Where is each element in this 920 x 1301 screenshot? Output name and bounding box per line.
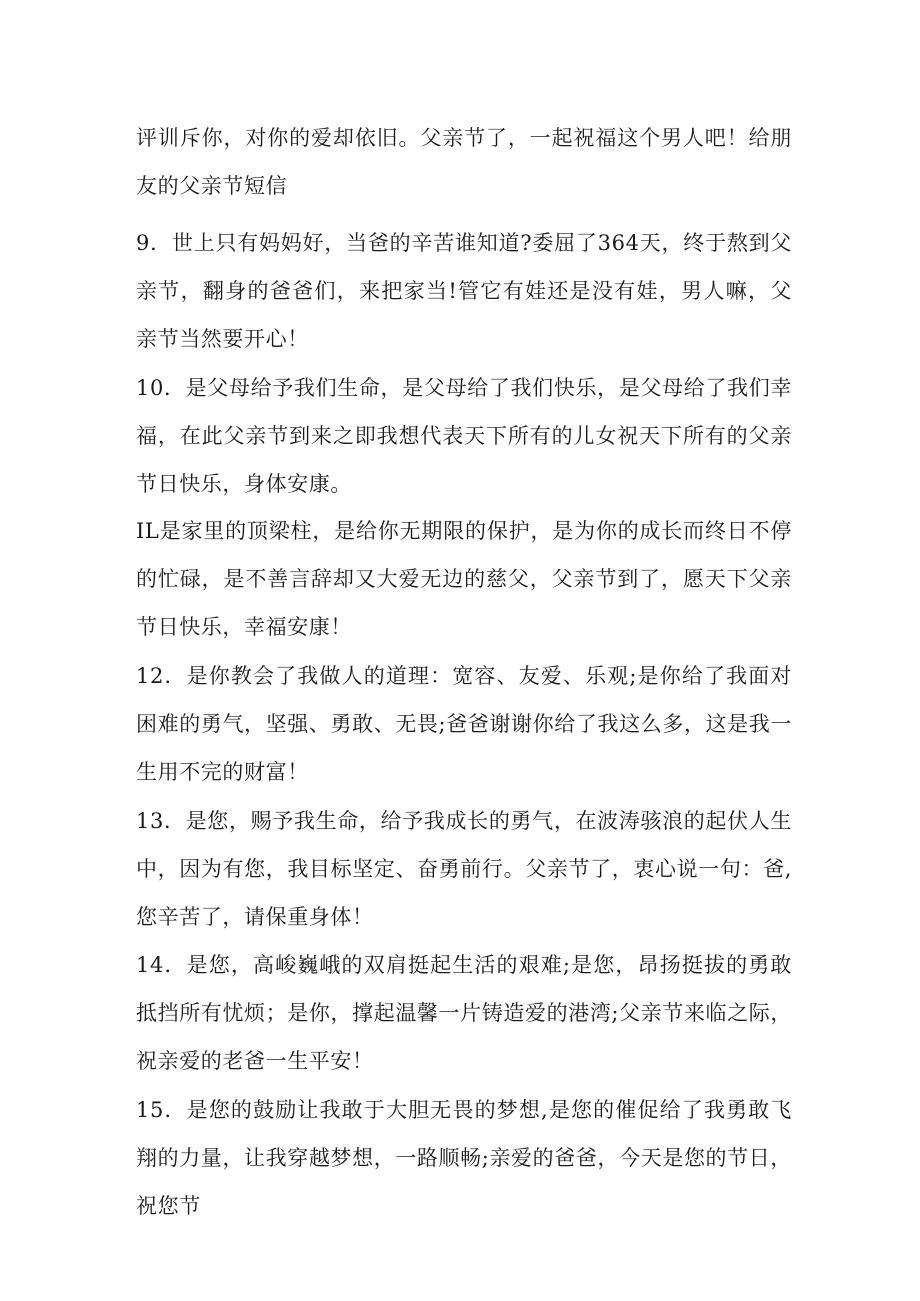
paragraph-11: IL是家里的顶梁柱，是给你无期限的保护，是为你的成长而终日不停的忙碌，是不善言辞却又大爱无边的慈父，父亲节到了，愿天下父亲节日快乐，幸福安康！ [136, 519, 792, 639]
paragraph-15: 15．是您的鼓励让我敢于大胆无畏的梦想,是您的催促给了我勇敢飞翔的力量，让我穿越梦想，一路顺畅;亲爱的爸爸，今天是您的节日，祝您节 [136, 1098, 792, 1218]
paragraph-13: 13．是您，赐予我生命，给予我成长的勇气，在波涛骇浪的起伏人生中，因为有您，我目标坚定、奋勇前行。父亲节了，衷心说一句：爸,您辛苦了，请保重身体！ [136, 809, 792, 929]
paragraph-9: 9．世上只有妈妈好，当爸的辛苦谁知道?委屈了364天，终于熬到父亲节，翻身的爸爸们，来把家当!管它有娃还是没有娃，男人嘛，父亲节当然要开心！ [136, 231, 792, 351]
paragraph-14: 14．是您，高峻巍峨的双肩挺起生活的艰难;是您，昂扬挺拔的勇敢抵挡所有忧烦；是你，撑起温馨一片铸造爱的港湾;父亲节来临之际，祝亲爱的老爸一生平安！ [136, 953, 792, 1073]
paragraph-10: 10．是父母给予我们生命，是父母给了我们快乐，是父母给了我们幸福，在此父亲节到来之即我想代表天下所有的儿女祝天下所有的父亲节日快乐，身体安康。 [136, 376, 792, 496]
paragraph-12: 12．是你教会了我做人的道理：宽容、友爱、乐观;是你给了我面对困难的勇气，坚强、勇敢、无畏;爸爸谢谢你给了我这么多，这是我一生用不完的财富！ [136, 664, 792, 784]
paragraph-continuation: 评训斥你，对你的爱却依旧。父亲节了，一起祝福这个男人吧！给朋友的父亲节短信 [136, 126, 792, 198]
